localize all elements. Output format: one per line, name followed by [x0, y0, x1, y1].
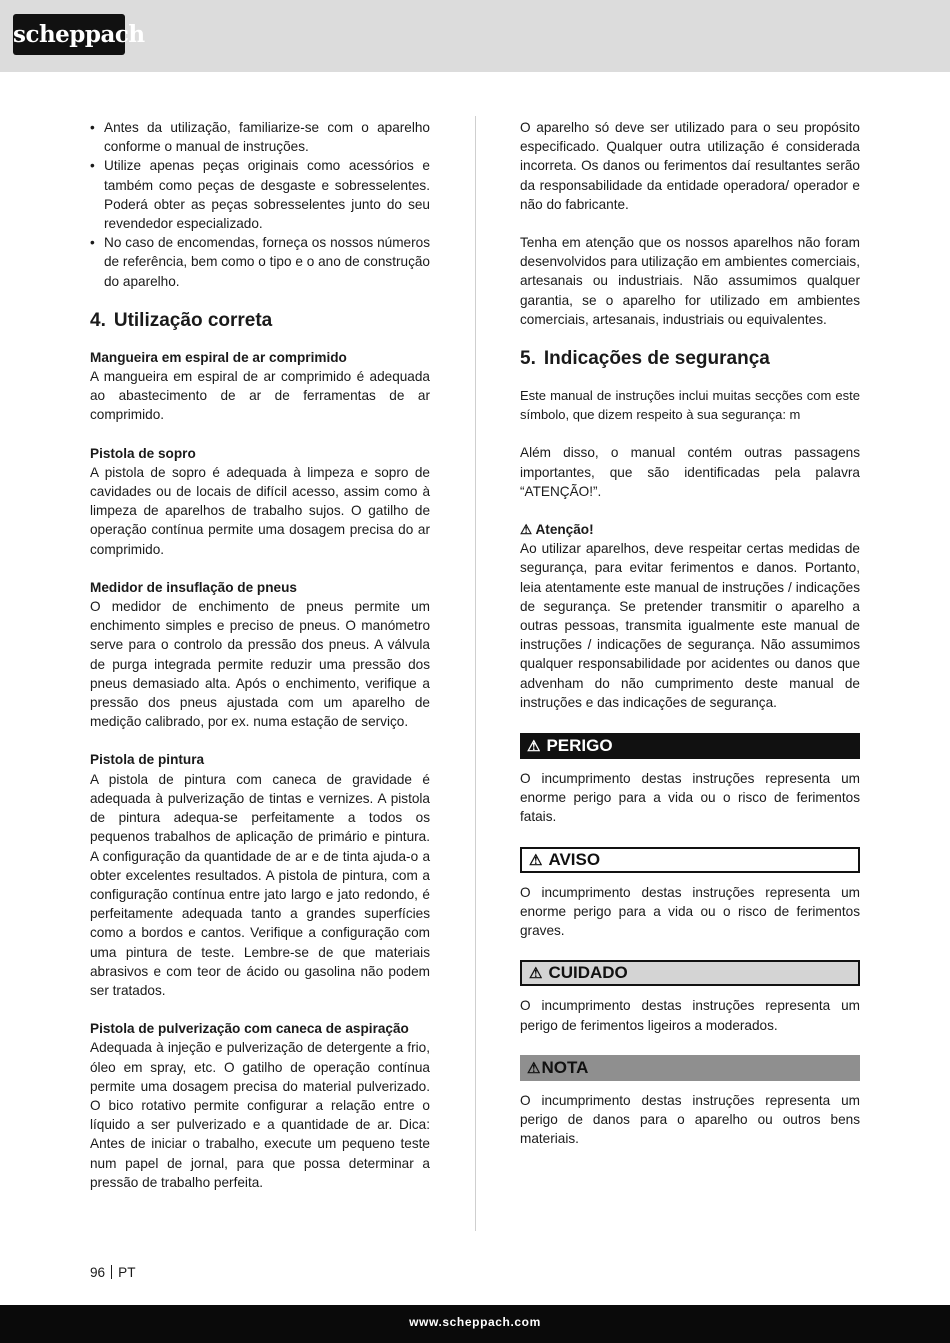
list-item: • Utilize apenas peças originais como acessórios e também como peças de desgaste e sobresselentes. Poderá obter as peças sobresselentes junto do seu revendedor especializado.: [90, 156, 430, 233]
item-text: Adequada à injeção e pulverização de detergente a frio, óleo em spray, etc. O gatilho de operação contínua permite uma dosagem precisa do material pulverizado. O bico rotativo permite configurar a relação entre o líquido a ser pulverizado e a quantidade de ar. Dica: Antes de iniciar o trabalho, execute um pequeno teste num papel de jornal, para que possa determinar a pressão de trabalho perfeita.: [90, 1040, 430, 1190]
language-code: PT: [118, 1265, 136, 1280]
attention-heading: ⚠ Atenção!: [520, 522, 594, 538]
bullet-list: [90, 118, 430, 291]
item-heading: Pistola de pulverização com caneca de aspiração: [90, 1021, 409, 1037]
item-heading: Pistola de pintura: [90, 752, 205, 768]
list-item: • No caso de encomendas, forneça os nossos números de referência, bem como o tipo e o ano de construção do aparelho.: [90, 233, 430, 291]
notice-text: O incumprimento destas instruções representa um perigo de danos para o aparelho ou outros bens materiais.: [520, 1092, 860, 1147]
footer-bar: [0, 1305, 950, 1343]
danger-text: O incumprimento destas instruções representa um enorme perigo para a vida ou o risco de ferimentos fatais.: [520, 771, 860, 825]
warning-triangle-icon: ⚠: [527, 738, 541, 756]
warning-triangle-icon: ⚠: [529, 965, 543, 983]
column-divider: [475, 116, 476, 1231]
paragraph: Tenha em atenção que os nossos aparelhos não foram desenvolvidos para utilização em ambientes comerciais, artesanais ou industriais. Não assumimos qualquer garantia, se o aparelho for utilizado em ambientes comerciais, artesanais, industriais ou equivalentes.: [520, 235, 860, 327]
caution-text: O incumprimento destas instruções representa um perigo de ferimentos ligeiros a moderados.: [520, 998, 860, 1033]
danger-banner: ⚠ PERIGO: [520, 733, 860, 759]
header-bar: [0, 0, 950, 72]
item-text: O medidor de enchimento de pneus permite um enchimento simples e preciso de pneus. O manómetro serve para o controlo da pressão dos pneus. A válvula de purga integrada permite reduzir uma pressão dos pneus demasiado alta. Após o enchimento, verifique a pressão dos pneus ajustada com um aparelho de medição calibrado, por ex. numa estação de serviço.: [90, 599, 430, 730]
warning-text: O incumprimento destas instruções representa um enorme perigo para a vida ou o risco de ferimentos graves.: [520, 884, 860, 939]
warning-triangle-icon: ⚠: [529, 851, 543, 869]
item-heading: Pistola de sopro: [90, 445, 196, 461]
page-footer: [90, 1264, 136, 1282]
item-heading: Mangueira em espiral de ar comprimido: [90, 349, 347, 365]
paragraph: Este manual de instruções inclui muitas secções com este símbolo, que dizem respeito à sua segurança: m: [520, 388, 860, 423]
item-text: A pistola de pintura com caneca de gravidade é adequada à pulverização de tintas e vernizes. A pistola de pintura adequa-se perfeitamente a todos os pequenos trabalhos de aplicação de primário e pintura. A configuração da quantidade de ar e de tinta ajuda-o a obter excelentes resultados. A pistola de pintura, com a configuração contínua entre jato largo e jato redondo, é perfeitamente adequada tanto a grandes superfícies como a bordos e cantos. Verifique a configuração com uma pintura de teste. Lembre-se de que materiais abrasivos e com teor de ácido ou gasolina não podem ser tratados.: [90, 771, 430, 998]
caution-banner: ⚠ CUIDADO: [520, 960, 860, 986]
page-number: 96: [90, 1265, 106, 1280]
item-text: A mangueira em espiral de ar comprimido é adequada ao abastecimento de ar de ferramentas de ar comprimido.: [90, 369, 430, 423]
brand-logo: scheppach: [13, 14, 125, 55]
warning-triangle-icon: ⚠: [520, 522, 533, 538]
footer-separator: [111, 1265, 112, 1279]
notice-banner: ⚠NOTA: [520, 1055, 860, 1081]
paragraph: O aparelho só deve ser utilizado para o seu propósito especificado. Qualquer outra utilização é considerada incorreta. Os danos ou ferimentos daí resultantes serão da responsabilidade da entidade operadora/ operador e não do fabricante.: [520, 120, 860, 212]
section-number: 4.: [90, 309, 106, 331]
section-4-heading: [90, 309, 430, 333]
warning-banner: ⚠ AVISO: [520, 847, 860, 873]
item-text: A pistola de sopro é adequada à limpeza e sopro de cavidades ou de locais de difícil acesso, assim como à limpeza de aparelhos de trabalho sujos. O gatilho de operação contínua permite uma dosagem precisa do ar comprimido.: [90, 464, 430, 557]
list-item: • Antes da utilização, familiarize-se com o aparelho conforme o manual de instruções.: [90, 118, 430, 156]
section-title: Indicações de segurança: [543, 348, 770, 370]
right-column: [520, 118, 860, 1148]
section-title: Utilização correta: [113, 309, 273, 331]
attention-text: Ao utilizar aparelhos, deve respeitar certas medidas de segurança, para evitar ferimentos e danos. Portanto, leia atentamente este manual de instruções / indicações de segurança. Se pretender transmitir o aparelho a outras pessoas, transmita igualmente este manual de instruções / indicações de segurança. Não assumimos qualquer responsabilidade por acidentes ou danos que advenham do não cumprimento deste manual de instruções e das indicações de segurança.: [520, 541, 860, 710]
website-link[interactable]: www.scheppach.com: [409, 1315, 541, 1329]
section-number: 5.: [520, 348, 536, 370]
section-5-heading: [520, 347, 860, 371]
paragraph: Além disso, o manual contém outras passagens importantes, que são identificadas pela palavra “ATENÇÃO!”.: [520, 445, 860, 499]
item-heading: Medidor de insuflação de pneus: [90, 579, 297, 595]
warning-triangle-icon: ⚠: [527, 1059, 541, 1077]
left-column: [90, 118, 430, 1192]
